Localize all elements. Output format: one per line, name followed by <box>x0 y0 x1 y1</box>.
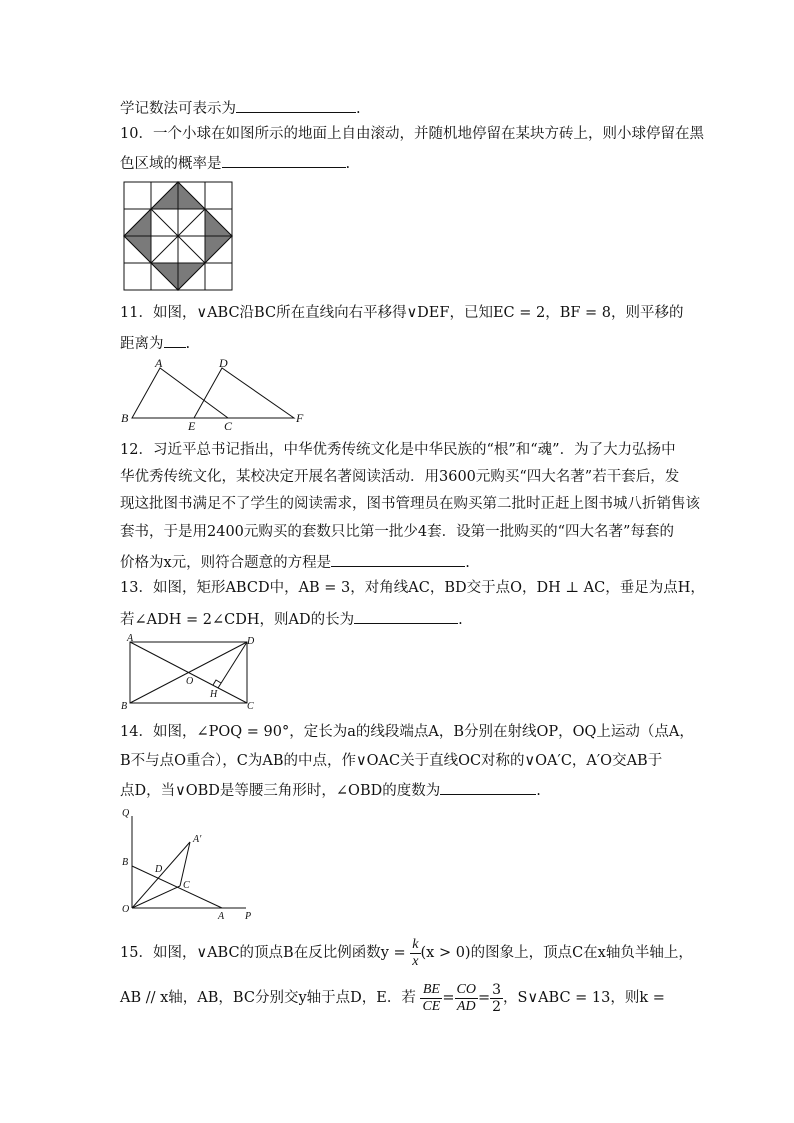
segment-oc <box>132 886 180 908</box>
q14-text: 点D，当∨OBD是等腰三角形时，∠OBD的度数为 <box>120 783 441 799</box>
label-c: C <box>224 419 233 433</box>
q11-period: . <box>185 336 191 352</box>
label-o: O <box>186 676 194 687</box>
q12-line2: 华优秀传统文化，某校决定开展名著阅读活动．用3600元购买“四大名著”若干套后，发 <box>120 469 680 485</box>
label-c: C <box>247 701 254 711</box>
q15-text-b: (x > 0)的图象上，顶点C在x轴负半轴上， <box>420 945 693 961</box>
figure-right-angle <box>118 808 263 920</box>
q12-text: 价格为x元，则符合题意的方程是 <box>120 555 332 571</box>
label-p: P <box>245 911 252 920</box>
fraction-co-over-ad: $\frac{CO}{AD}$ <box>456 981 476 1014</box>
triangle-abc <box>132 368 228 418</box>
q9-answer-blank[interactable] <box>236 96 356 113</box>
q12-answer-blank[interactable] <box>331 550 465 567</box>
segment-oa-prime <box>132 842 190 908</box>
q14-answer-blank[interactable] <box>440 778 536 795</box>
q11-answer-blank[interactable] <box>164 331 186 348</box>
label-a: A <box>155 356 163 370</box>
label-e: E <box>188 419 196 433</box>
q15-line1 <box>120 936 693 970</box>
label-h: H <box>210 689 218 700</box>
q9-text: 学记数法可表示为 <box>120 101 236 117</box>
q10-period: . <box>345 156 351 172</box>
q10-line1: 10．一个小球在如图所示的地面上自由滚动，并随机地停留在某块方砖上，则小球停留在黑 <box>120 126 704 142</box>
q13-period: . <box>458 612 463 628</box>
label-a: A <box>218 911 225 920</box>
segment-dh <box>218 642 247 688</box>
q9-line <box>120 96 361 119</box>
q13-line2 <box>120 607 463 630</box>
label-f: F <box>296 411 304 425</box>
q12-line4: 套书，于是用2400元购买的套数只比第一批少4套．设第一批购买的“四大名著”每套的 <box>120 524 674 540</box>
q14-line1: 14．如图，∠POQ = 90°，定长为a的线段端点A，B分别在射线OP，OQ上运动（点A， <box>120 724 694 740</box>
fraction-3-over-2: $\frac{3}{2}$ <box>492 981 502 1015</box>
label-b: B <box>121 701 128 711</box>
q14-line3 <box>120 778 541 801</box>
q14-line2: B不与点O重合），C为AB的中点，作∨OAC关于直线OC对称的∨OA′C，A′O交AB于 <box>120 753 663 769</box>
label-q: Q <box>122 808 130 819</box>
label-b: B <box>122 857 129 868</box>
label-d: D <box>155 864 163 875</box>
q11-line1: 11．如图，∨ABC沿BC所在直线向右平移得∨DEF，已知EC = 2，BF = 8，则平移的 <box>120 305 684 321</box>
label-a: A <box>127 633 134 644</box>
q10-answer-blank[interactable] <box>222 151 346 168</box>
q15-text-a: 15．如图，∨ABC的顶点B在反比例函数y = <box>120 945 406 961</box>
figure-tile-pattern <box>122 180 234 292</box>
q12-line3: 现这批图书满足不了学生的阅读需求，图书管理员在购买第二批时正赶上图书城八折销售该 <box>120 496 700 512</box>
q10-text: 色区域的概率是 <box>120 156 222 172</box>
q13-line1: 13．如图，矩形ABCD中，AB = 3，对角线AC，BD交于点O，DH ⊥ AC，垂足为点H， <box>120 580 705 596</box>
label-c: C <box>183 880 190 891</box>
q15-text-c: AB // x轴，AB，BC分别交y轴于点D，E．若 <box>120 990 416 1006</box>
q11-line2 <box>120 331 190 354</box>
q10-line2 <box>120 151 350 174</box>
q12-line5 <box>120 550 470 573</box>
label-d: D <box>219 356 228 370</box>
q13-text: 若∠ADH = 2∠CDH，则AD的长为 <box>120 612 355 628</box>
q15-text-d: ，S∨ABC = 13，则k = <box>503 990 665 1006</box>
q9-period: . <box>356 101 361 117</box>
figure-translated-triangles <box>118 356 318 434</box>
fraction-k-over-x: $\frac{k}{x}$ <box>412 936 419 969</box>
label-b: B <box>121 411 129 425</box>
q12-period: . <box>465 555 470 571</box>
label-o: O <box>122 904 130 915</box>
q13-answer-blank[interactable] <box>354 607 458 624</box>
triangle-def <box>194 368 294 418</box>
q14-period: . <box>536 783 541 799</box>
label-a-prime: A′ <box>193 834 202 845</box>
fraction-be-over-ce: $\frac{BE}{CE}$ <box>422 981 441 1014</box>
q12-line1: 12．习近平总书记指出，中华优秀传统文化是中华民族的“根”和“魂”．为了大力弘扬中 <box>120 442 676 458</box>
q11-text: 距离为 <box>120 336 164 352</box>
figure-rectangle-abcd <box>118 633 263 711</box>
label-d: D <box>247 636 255 647</box>
q15-line2: AB // x轴，AB，BC分别交y轴于点D，E．若 $\frac{BE}{CE}$ = $\frac{CO}{AD}$ = $\frac{3}{2}$ ，S∨ABC = 13，则k = <box>120 981 665 1015</box>
